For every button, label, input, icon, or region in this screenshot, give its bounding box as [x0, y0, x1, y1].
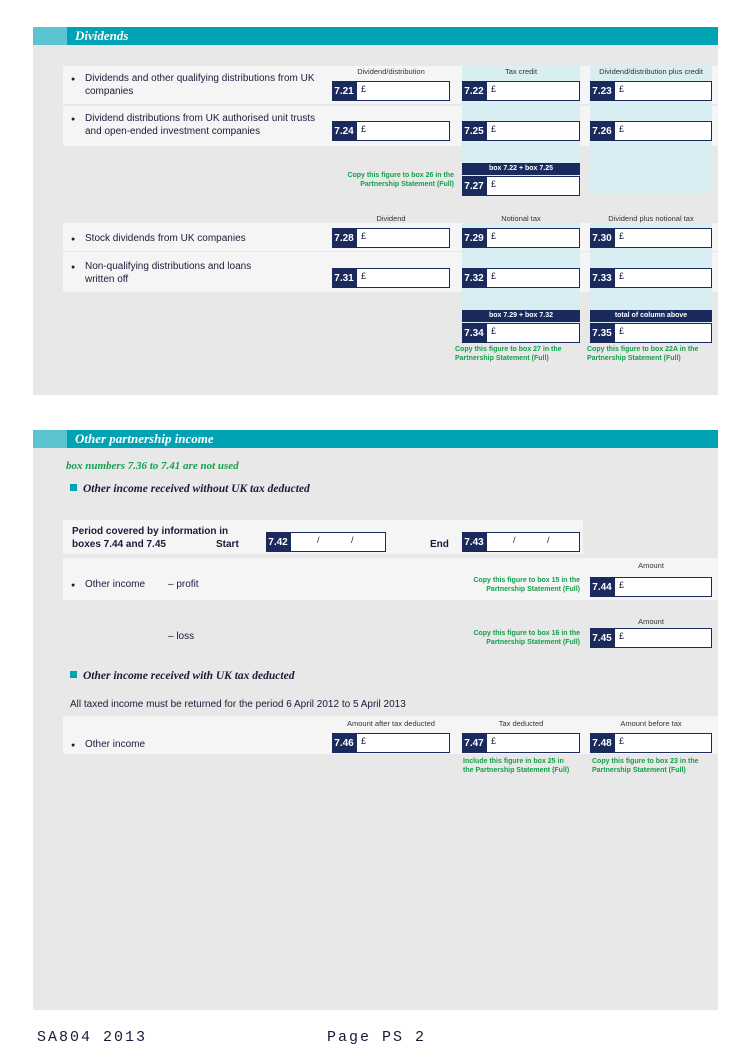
subheading-without-tax: Other income received without UK tax deducted — [70, 483, 310, 495]
unused-boxes-note: box numbers 7.36 to 7.41 are not used — [66, 460, 239, 472]
col-header-amount: Amount — [638, 561, 664, 570]
other-income-title: Other partnership income — [75, 431, 214, 446]
box-7-21[interactable]: 7.21 £ — [332, 81, 450, 101]
col-header-after-tax: Amount after tax deducted — [347, 719, 435, 728]
copy-note-7-44: Copy this figure to box 15 in the Partnership Statement (Full) — [473, 577, 580, 593]
row-label-non-qualifying: ● Non-qualifying distributions and loans written off — [85, 260, 280, 286]
dividends-header — [33, 27, 718, 45]
box-7-30[interactable]: 7.30 £ — [590, 228, 712, 248]
col-header-dividend-distribution: Dividend/distribution — [357, 67, 425, 76]
box-7-44[interactable]: 7.44 £ — [590, 577, 712, 597]
row-label-stock-dividends: ● Stock dividends from UK companies — [85, 232, 315, 245]
other-income-label: ● Other income — [85, 738, 145, 751]
box-7-31[interactable]: 7.31 £ — [332, 268, 450, 288]
col-header-plus-credit: Dividend/distribution plus credit — [599, 67, 703, 76]
end-label: End — [430, 539, 449, 550]
period-label: Period covered by information in boxes 7.44 and 7.45 — [72, 526, 229, 550]
box-7-42-start-date[interactable]: 7.42 / / — [266, 532, 386, 552]
form-code: SA804 2013 — [37, 1029, 148, 1046]
box-7-48[interactable]: 7.48 £ — [590, 733, 712, 753]
box-7-23[interactable]: 7.23 £ — [590, 81, 712, 101]
dividends-title: Dividends — [75, 28, 129, 43]
box-7-47[interactable]: 7.47 £ — [462, 733, 580, 753]
col-header-tax-deducted: Tax deducted — [498, 719, 544, 728]
copy-note-7-34: Copy this figure to box 27 in the Partnership Statement (Full) — [455, 346, 562, 362]
box-7-26[interactable]: 7.26 £ — [590, 121, 712, 141]
square-bullet-icon — [70, 484, 77, 491]
box-7-29[interactable]: 7.29 £ — [462, 228, 580, 248]
box-7-25[interactable]: 7.25 £ — [462, 121, 580, 141]
copy-note-7-47: Include this figure in box 25 in the Partnership Statement (Full) — [463, 758, 570, 774]
loss-label: – loss — [168, 631, 195, 642]
box-7-34[interactable]: 7.34 £ — [462, 323, 580, 343]
other-income-header — [33, 430, 718, 448]
copy-note-7-35: Copy this figure to box 22A in the Partnership Statement (Full) — [587, 346, 699, 362]
copy-note-7-45: Copy this figure to box 16 in the Partnership Statement (Full) — [473, 630, 580, 646]
subheading-with-tax: Other income received with UK tax deducted — [70, 670, 294, 682]
col-header-notional-tax: Notional tax — [501, 214, 541, 223]
box-7-27[interactable]: 7.27 £ — [462, 176, 580, 196]
col-header-before-tax: Amount before tax — [620, 719, 682, 728]
square-bullet-icon — [70, 671, 77, 678]
col-header-plus-notional: Dividend plus notional tax — [608, 214, 694, 223]
other-income-label: ● Other income — [85, 578, 145, 591]
box-7-35[interactable]: 7.35 £ — [590, 323, 712, 343]
col-header-dividend: Dividend — [376, 214, 406, 223]
row-label-unit-trusts: ● Dividend distributions from UK authorised unit trusts and open-ended investment companies — [85, 112, 320, 138]
taxed-income-note: All taxed income must be returned for the period 6 April 2012 to 5 April 2013 — [70, 699, 406, 710]
col-header-tax-credit: Tax credit — [504, 67, 538, 76]
page-number: Page PS 2 — [327, 1029, 427, 1046]
box-7-45[interactable]: 7.45 £ — [590, 628, 712, 648]
label-7-35: total of column above — [590, 310, 712, 322]
box-7-28[interactable]: 7.28 £ — [332, 228, 450, 248]
box-7-24[interactable]: 7.24 £ — [332, 121, 450, 141]
row-label-qualifying: ● Dividends and other qualifying distributions from UK companies — [85, 72, 315, 98]
copy-note-7-27: Copy this figure to box 26 in the Partnership Statement (Full) — [347, 172, 454, 188]
box-7-32[interactable]: 7.32 £ — [462, 268, 580, 288]
col-header-amount: Amount — [638, 617, 664, 626]
start-label: Start — [216, 539, 239, 550]
label-7-34: box 7.29 + box 7.32 — [462, 310, 580, 322]
box-7-43-end-date[interactable]: 7.43 / / — [462, 532, 580, 552]
copy-note-7-48: Copy this figure to box 23 in the Partnership Statement (Full) — [592, 758, 699, 774]
box-7-22[interactable]: 7.22 £ — [462, 81, 580, 101]
profit-label: – profit — [168, 579, 199, 590]
label-7-27: box 7.22 + box 7.25 — [462, 163, 580, 175]
box-7-33[interactable]: 7.33 £ — [590, 268, 712, 288]
box-7-46[interactable]: 7.46 £ — [332, 733, 450, 753]
